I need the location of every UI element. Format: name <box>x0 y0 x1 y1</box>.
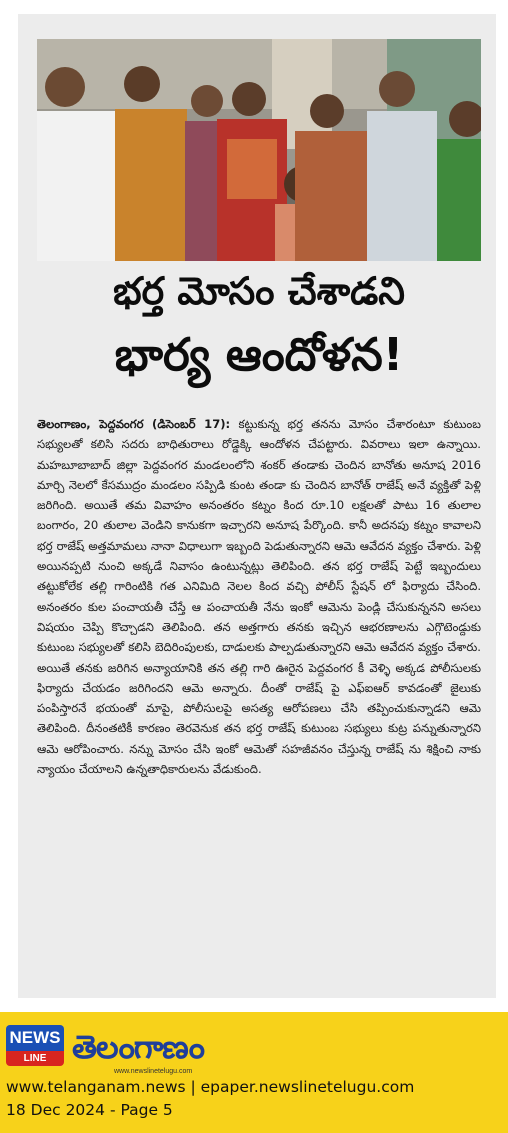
newsline-logo <box>6 1025 64 1073</box>
news-clipping-card <box>18 14 496 998</box>
brand-title: తెలంగాణం <box>72 1028 204 1066</box>
logo-news-text: NEWS <box>6 1025 64 1051</box>
logo-line-text: LINE <box>6 1051 64 1066</box>
brand-url: www.newslinetelugu.com <box>114 1068 193 1075</box>
footer-date-page: 18 Dec 2024 - Page 5 <box>6 1101 173 1119</box>
headline-line-2: భార్య ఆందోళన! <box>114 328 404 381</box>
footer-links: www.telanganam.news | epaper.newslinetelugu.com <box>6 1078 415 1096</box>
headline-line-1: భర్త మోసం చేశాడని <box>113 269 405 313</box>
footer-banner <box>0 1012 508 1133</box>
news-photo <box>37 39 481 261</box>
article-dateline: తెలంగాణం, పెద్దవంగర (డిసెంబర్ 17): <box>37 417 231 431</box>
article-text: కట్టుకున్న భర్త తనను మోసం చేశారంటూ కుటుంబ సభ్యులతో కలిసి సదరు బాధితురాలు రోడ్డెక్కి ఆందోళన చేపట్టారు. వివరాలు ఇలా ఉన్నాయి. మహబూబాబాద్ జిల్లా పెద్దవంగర మండలంలోని శంకర్ తండాకు చెందిన బానోతు అనూష 2016 మార్చి నెలలో కేసముద్రం మండలం సప్పిడి కుంట తండా కు చెందిన బానోత్ రాజేష్ అనే వ్యక్తితో పెళ్లి జరిగింది. అయితే తమ వివాహం అనంతరం కట్నం కింద రూ.10 లక్షలతో పాటు 16 తులాల బంగారం, 20 తులాల వెండిని కానుకగా ఇచ్చారని అనూష పేర్కొంది. కానీ అదనపు కట్నం కావాలని భర్త రాజేష్ అత్తమామలు నానా విధాలుగా ఇబ్బంది పెడుతున్నారని ఆమె ఆవేదన వ్యక్తం చేశారు. పెళ్లి అయినప్పటి నుంచి అక్కడే నివాసం ఉంటున్నట్లు తెలిపింది. తన భర్త రాజేష్ పెట్టే ఇబ్బందులు తట్టుకోలేక తల్లి గారింటికి గత ఎనిమిది నెలల కింద వచ్చి పోలీస్ స్టేషన్ లో ఫిర్యాదు చేసింది. అనంతరం కుల పంచాయతీ చేస్తే ఆ పంచాయతీ నేను ఇంకో ఆమెను పెండ్లి చేసుకున్ననని అసలు విషయం చెప్పి కొచ్చాడని తెలిపింది. తన అత్తగారు తనకు ఇచ్చిన ఆభరణాలను ఎగ్గొటెండ్దుకు కుటుంబ సభ్యులతో కలిసి బెదిరింపులకు, దాడులకు పాల్పడుతున్నారని ఆమె ఆవేదన వ్యక్తం చేశారు. అయితే తనకు జరిగిన అన్యాయానికి తన తల్లి గారి ఊరైన పెద్దవంగర కీ వెళ్ళి అక్కడ పోలీసులకు ఫిర్యాదు చేయడం జరిగిందని ఆమె అన్నారు. దీంతో రాజేష్ పై ఎఫ్ఐఆర్ కావడంతో జైలుకు పంపిస్తారనే భయంతో మాపై, పోలీసులపై అసత్య ఆరోపణలు చేసి తప్పించుకున్నాడని ఆమె తెలిపింది. దీనంతటికీ కారణం తెరవెనుక తన భర్త రాజేష్ కుటుంబ సభ్యులు కుట్ర పన్నుతున్నారని ఆమె ఆరోపించారు. నన్ను మోసం చేసి ఇంకో ఆమెతో సహజీవనం చేస్తున్న రాజేష్ ను శిక్షించి నాకు న్యాయం చేయాలని ఉన్నతాధికారులను వేడుకుంది. <box>37 417 481 777</box>
article-body <box>37 414 481 779</box>
